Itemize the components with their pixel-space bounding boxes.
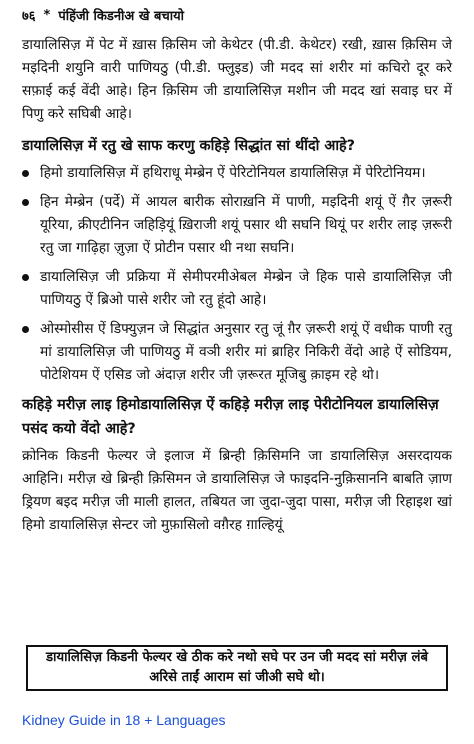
footer-link[interactable]: Kidney Guide in 18 + Languages	[22, 712, 226, 728]
intro-paragraph: डायालिसिज़ में पेट में ख़ास क़िसिम जो केथेटर (पी.डी. केथेटर) रखी, ख़ास क़िसिम जे मइदिनी शयुनि वारी पाणियठु (पी.डी. फ्लुइड) जी मदद सां शरीर मां कचिरो दूर करे सफ़ाई कई वेंदी आहे। हिन क़िसिम जी डायालिसिज़ मशीन जी मदद खां सवाइ घर में पिणु करे सघिबी आहे।	[22, 37, 452, 122]
bullet-dot	[22, 170, 29, 177]
principle-bullet-list	[22, 162, 452, 387]
section-heading-principle: डायालिसिज़ में रतु खे साफ करणु कहिड़े सिद्धांत सां थींदो आहे?	[22, 138, 356, 154]
header-separator: *	[43, 7, 51, 23]
closing-paragraph: क्रोनिक किडनी फेल्यर जे इलाज में ब्रिन्ही क़िसिमनि जा डायालिसिज़ असरदायक आहिनि। मरीज़ खे ब्रिन्ही क़िसिमन जे डायालिसिज़ जे फाइदनि-नुक़िसाननि बाबति ज़ाण ड्रियण बइद मरीज़ जी माली हालत, तबियत जा जुदा-जुदा पासा, मरीज़ जी रिहाइश खां हिमो डायालिसिज़ सेन्टर जो मुफ़ासिलो वग़ैरह ग़ाल्हियूं	[22, 448, 452, 533]
page-number: ७६	[22, 9, 36, 24]
bullet-dot	[22, 199, 29, 206]
section-heading-patient-choice: कहिड़े मरीज़ लाइ हिमोडायालिसिज़ ऐं कहिड़े मरीज़ लाइ पेरीटोनियल डायालिसिज़ पसंद कयो वेंदो आहे?	[22, 397, 439, 437]
bullet-item	[22, 191, 452, 260]
bullet-item	[22, 266, 452, 312]
bullet-dot	[22, 274, 29, 281]
note-box	[26, 645, 448, 691]
bullet-text: डायालिसिज़ जी प्रक्रिया में सेमीपरमीअेबल मेम्ब्रेन जे हिक पासे डायालिसिज़ जी पाणियठु ऐं ब्रिओ पासे शरीर जो रतु हूंदो आहे।	[40, 269, 452, 308]
bullet-item	[22, 162, 452, 185]
bullet-dot	[22, 326, 29, 333]
bullet-text: हिमो डायालिसिज़ में हथिराधू मेम्ब्रेन ऐं पेरिटोनियल डायालिसिज़ में पेरिटोनियम।	[40, 165, 426, 181]
note-text: डायालिसिज़ किडनी फेल्यर खे ठीक करे नथो सघे पर उन जी मदद सां मरीज़ लंबे अरिसे ताईं आराम सां जीअी सघे थो।	[45, 650, 429, 685]
bullet-item	[22, 318, 452, 387]
book-title: पंहिंजी किडनीअ खे बचायो	[58, 9, 184, 24]
page-content	[22, 34, 452, 537]
bullet-text: हिन मेम्ब्रेन (पर्दे) में आयल बारीक सोराख़नि में पाणी, मइदिनी शयूं ऐं ग़ैर ज़रूरी यूरिया, क्रीएटीनिन जहिड़ियूं ख़िराजी शयूं पसार थी सघनि थियूं पर शरीर लाइ ज़रूरी रतु जा गाढ़िहा ज़ुज़ा ऐं प्रोटीन पसार थी नथा सघनि।	[40, 194, 452, 256]
page-header	[22, 6, 184, 24]
bullet-text: ओस्मोसीस ऐं डिफ्युज़न जे सिद्धांत अनुसार रतु जूं ग़ैर ज़रूरी शयूं ऐं वधीक पाणी रतु मां डायालिसिज़ जी पाणियठु में वञी शरीर मां ब्राहिर निकिरी वेंदो आहे ऐं सोडियम, पोटेशियम ऐं एसिड जो अंदाज़ शरीर जी ज़रूरत मूजिबु क़ाइम रहे थो।	[40, 321, 452, 383]
